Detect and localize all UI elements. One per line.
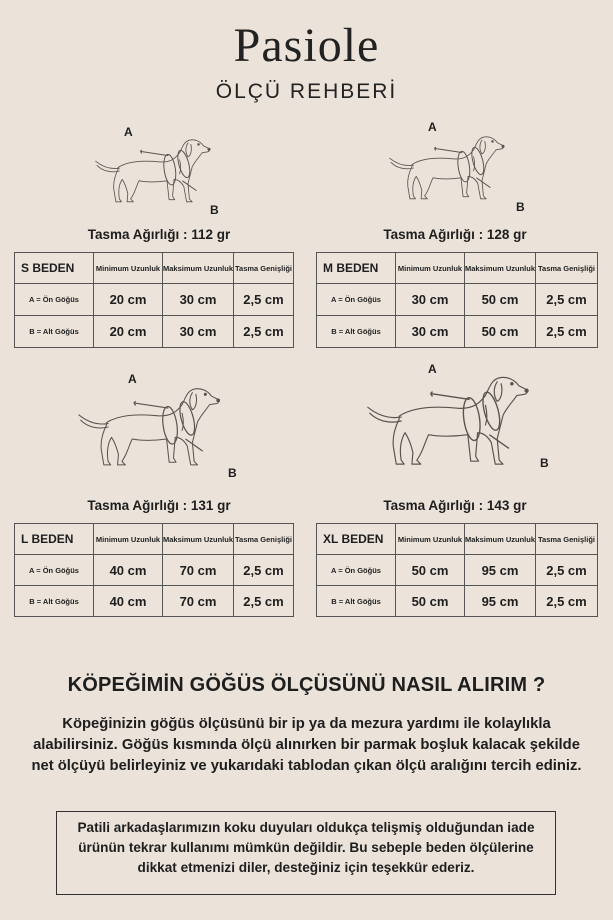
header-max: Maksimum Uzunluk bbox=[163, 253, 234, 284]
cell-a-width: 2,5 cm bbox=[234, 284, 294, 316]
cell-a-min: 50 cm bbox=[396, 555, 465, 586]
weight-xl: Tasma Ağırlığı : 143 gr bbox=[383, 498, 527, 513]
cell-b-max: 30 cm bbox=[163, 316, 234, 348]
weight-m: Tasma Ağırlığı : 128 gr bbox=[383, 227, 527, 242]
size-name: XL BEDEN bbox=[317, 524, 396, 555]
size-name: S BEDEN bbox=[15, 253, 94, 284]
header-width: Tasma Genişliği bbox=[536, 253, 598, 284]
weight-s: Tasma Ağırlığı : 112 gr bbox=[87, 227, 231, 242]
cell-a-max: 50 cm bbox=[465, 284, 536, 316]
size-name: L BEDEN bbox=[15, 524, 94, 555]
row-label-b: B = Alt Göğüs bbox=[317, 316, 396, 348]
header-width: Tasma Genişliği bbox=[536, 524, 598, 555]
header-width: Tasma Genişliği bbox=[234, 524, 294, 555]
label-a: A bbox=[124, 125, 133, 139]
dog-illustration-s bbox=[90, 123, 230, 219]
dog-drawing-icon bbox=[90, 123, 230, 219]
dog-illustration-l bbox=[72, 370, 244, 484]
row-label-a: A = Ön Göğüs bbox=[15, 555, 94, 586]
cell-b-min: 20 cm bbox=[94, 316, 163, 348]
dog-drawing-icon bbox=[360, 360, 556, 482]
label-a: A bbox=[128, 372, 137, 386]
row-label-a: A = Ön Göğüs bbox=[317, 555, 396, 586]
size-table-m bbox=[316, 252, 598, 348]
label-b: B bbox=[228, 466, 237, 480]
header-min: Minimum Uzunluk bbox=[396, 253, 465, 284]
row-label-b: B = Alt Göğüs bbox=[15, 316, 94, 348]
cell-a-min: 20 cm bbox=[94, 284, 163, 316]
cell-a-max: 95 cm bbox=[465, 555, 536, 586]
return-policy-note bbox=[56, 811, 556, 895]
label-a: A bbox=[428, 120, 437, 134]
cell-b-min: 30 cm bbox=[396, 316, 465, 348]
cell-a-min: 30 cm bbox=[396, 284, 465, 316]
label-b: B bbox=[540, 456, 549, 470]
label-a: A bbox=[428, 362, 437, 376]
note-text: Patili arkadaşlarımızın koku duyuları oldukça telişmiş olduğundan iade ürünün tekrar kullanımı mümkün değildir. Bu sebeple beden ölçülerine dikkat etmenizi diler, desteğiniz için teşekkür ederiz. bbox=[77, 820, 535, 875]
dog-drawing-icon bbox=[72, 370, 244, 484]
brand-logo: Pasiole bbox=[233, 19, 380, 72]
header-min: Minimum Uzunluk bbox=[396, 524, 465, 555]
label-b: B bbox=[210, 203, 219, 217]
cell-b-max: 50 cm bbox=[465, 316, 536, 348]
cell-b-width: 2,5 cm bbox=[536, 586, 598, 617]
cell-b-max: 95 cm bbox=[465, 586, 536, 617]
dog-drawing-icon bbox=[384, 118, 524, 218]
row-label-a: A = Ön Göğüs bbox=[317, 284, 396, 316]
page-subtitle: ÖLÇÜ REHBERİ bbox=[215, 80, 398, 103]
cell-a-max: 70 cm bbox=[163, 555, 234, 586]
weight-l: Tasma Ağırlığı : 131 gr bbox=[87, 498, 231, 513]
size-table-xl bbox=[316, 523, 598, 617]
instructions-text: Köpeğinizin göğüs ölçüsünü bir ip ya da mezura yardımı ile kolaylıkla alabilirsiniz. Göğüs kısmında ölçü alınırken bir parmak boşluk kalacak şekilde net ölçüyü belirleyiniz ve yukarıdaki tablodan çıkan ölçü aralığını tercih ediniz. bbox=[31, 716, 582, 774]
cell-a-width: 2,5 cm bbox=[536, 284, 598, 316]
header-max: Maksimum Uzunluk bbox=[465, 524, 536, 555]
size-table-s bbox=[14, 252, 294, 348]
cell-b-width: 2,5 cm bbox=[234, 316, 294, 348]
cell-b-width: 2,5 cm bbox=[536, 316, 598, 348]
size-table-l bbox=[14, 523, 294, 617]
label-b: B bbox=[516, 200, 525, 214]
row-label-a: A = Ön Göğüs bbox=[15, 284, 94, 316]
header-min: Minimum Uzunluk bbox=[94, 524, 163, 555]
cell-a-width: 2,5 cm bbox=[536, 555, 598, 586]
section-heading: KÖPEĞİMİN GÖĞÜS ÖLÇÜSÜNÜ NASIL ALIRIM ? bbox=[67, 674, 546, 696]
dog-illustration-m bbox=[384, 118, 524, 218]
size-name: M BEDEN bbox=[317, 253, 396, 284]
row-label-b: B = Alt Göğüs bbox=[15, 586, 94, 617]
header-min: Minimum Uzunluk bbox=[94, 253, 163, 284]
cell-b-min: 40 cm bbox=[94, 586, 163, 617]
cell-a-max: 30 cm bbox=[163, 284, 234, 316]
header-max: Maksimum Uzunluk bbox=[465, 253, 536, 284]
cell-a-min: 40 cm bbox=[94, 555, 163, 586]
cell-b-min: 50 cm bbox=[396, 586, 465, 617]
header-width: Tasma Genişliği bbox=[234, 253, 294, 284]
header-max: Maksimum Uzunluk bbox=[163, 524, 234, 555]
cell-b-width: 2,5 cm bbox=[234, 586, 294, 617]
dog-illustration-xl bbox=[360, 360, 556, 482]
cell-b-max: 70 cm bbox=[163, 586, 234, 617]
cell-a-width: 2,5 cm bbox=[234, 555, 294, 586]
row-label-b: B = Alt Göğüs bbox=[317, 586, 396, 617]
